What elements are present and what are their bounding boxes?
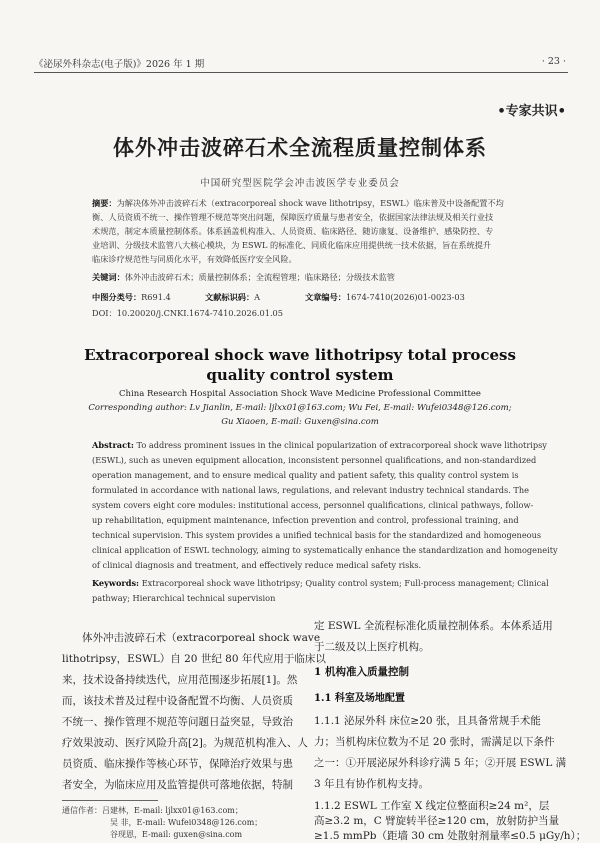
body-left-line: 疗效果波动、医疗风险升高[2]。为规范机构准入、人 bbox=[62, 737, 308, 749]
abstract-en-line: formulated in accordance with national laws, regulations, and relevant industry technical standards. The bbox=[92, 485, 529, 495]
keywords-cn-text: 体外冲击波碎石术；质量控制体系；全流程管理；临床路径；分级技术监管 bbox=[124, 272, 395, 282]
abstract-en-line: technical supervision. This system provides a unified technical basis for the standardized and homogeneous bbox=[92, 530, 542, 540]
corresponding-en-line2: Gu Xiaoen, E-mail: Guxen@sina.com bbox=[221, 417, 379, 427]
body-right-line: 1.1.2 ESWL 工作室 X 线定位整面积≥24 m²，层 bbox=[314, 800, 550, 812]
footnote-author: 吴 非，E-mail: Wufei0348@126.com； bbox=[110, 818, 263, 827]
body-left-line: lithotripsy，ESWL）自 20 世纪 80 年代应用于临床以 bbox=[62, 653, 326, 665]
abstract-cn-line: 衡、人员资质不统一、操作管理不规范等突出问题，保障医疗质量与患者安全，依据国家法律法规及相关行业技 bbox=[92, 212, 494, 222]
abstract-en-line bbox=[92, 440, 547, 451]
body-right-line: 高≥3.2 m，C 臂旋转半径≥120 cm，放射防护当量 bbox=[314, 815, 560, 827]
body-left-line: 员资质、临床操作等核心环节，保障治疗效果与患 bbox=[62, 758, 293, 770]
footnote-author: 吕建林，E-mail: ljlxx01@163.com； bbox=[102, 806, 243, 815]
body-right-line: 定 ESWL 全流程标准化质量控制体系。本体系适用 bbox=[314, 620, 553, 632]
footnote-author: 谷现恩，E-mail: guxen@sina.com bbox=[110, 830, 243, 839]
footnote-rule bbox=[62, 800, 158, 801]
authors-cn: 中国研究型医院学会冲击波医学专业委员会 bbox=[200, 178, 400, 189]
body-left-line: 来，技术设备持续迭代，应用范围逐步拓展[1]。然 bbox=[62, 674, 298, 686]
abstract-en-line: (ESWL), such as uneven equipment allocation, inconsistent personnel qualifications, and non-standardized bbox=[92, 455, 537, 465]
body-left-line: 不统一、操作管理不规范等问题日益突显，导致治 bbox=[62, 716, 293, 728]
abstract-cn-line bbox=[92, 198, 504, 209]
clc-number bbox=[92, 292, 171, 303]
corresponding-en-line1: Corresponding author: Lv Jianlin, E-mail: ljlxx01@163.com; Wu Fei, E-mail: Wufei0348@126.com; bbox=[88, 403, 512, 413]
doc-code bbox=[205, 292, 260, 303]
footnote-label: 通信作者： bbox=[62, 806, 102, 815]
clc-label: 中图分类号： bbox=[92, 292, 142, 302]
clc-value: R691.4 bbox=[141, 292, 171, 302]
body-right-line: 3 年且有协作机构支持。 bbox=[314, 778, 430, 790]
keywords-en-line1 bbox=[92, 578, 549, 589]
abstract-en-line: up rehabilitation, equipment maintenance, infection prevention and control, professional training, and bbox=[92, 515, 519, 525]
abstract-cn-label: 摘要： bbox=[92, 198, 117, 208]
abstract-cn-line: 术规范，制定本质量控制体系。体系涵盖机构准入、人员资质、临床路径、随访康复、设备维护、感染防控、专 bbox=[92, 226, 494, 236]
page-number: · 23 · bbox=[541, 56, 566, 67]
body-right-line: ≥1.5 mmPb（距墙 30 cm 处散射剂量率≤0.5 μGy/h）； bbox=[314, 830, 587, 842]
footnote-line bbox=[62, 805, 243, 816]
abstract-cn-line: 业培训、分级技术监管八大核心模块，为 ESWL 的标准化、同质化临床应用提供统一技术依据，旨在系统提升 bbox=[92, 240, 492, 250]
keywords-cn bbox=[92, 272, 395, 283]
article-title-en-line1: Extracorporeal shock wave lithotripsy total process bbox=[84, 346, 516, 364]
abstract-en-label: Abstract: bbox=[92, 440, 134, 450]
body-left-line: 而，该技术普及过程中设备配置不均衡、人员资质 bbox=[62, 695, 293, 707]
article-title-cn: 体外冲击波碎石术全流程质量控制体系 bbox=[113, 135, 487, 160]
keywords-cn-label: 关键词： bbox=[92, 272, 125, 282]
doc-value: A bbox=[254, 292, 261, 302]
article-number bbox=[305, 292, 465, 303]
doc-label: 文献标识码： bbox=[205, 292, 255, 302]
abstract-cn-text: 为解决体外冲击波碎石术（extracorporeal shock wave lithotripsy，ESWL）临床普及中设备配置不均 bbox=[116, 198, 504, 208]
affiliation-en: China Research Hospital Association Shock Wave Medicine Professional Committee bbox=[119, 389, 481, 399]
abstract-en-line: system covers eight core modules: institutional access, personnel qualifications, clinical pathways, follow- bbox=[92, 500, 534, 510]
doi: DOI：10.20020/j.CNKI.1674-7410.2026.01.05 bbox=[92, 308, 283, 318]
abstract-en-line: clinical application of ESWL technology, aiming to systematically enhance the standardization and homogeneity bbox=[92, 545, 558, 555]
section-heading: 1 机构准入质量控制 bbox=[314, 666, 409, 678]
keywords-en-label: Keywords: bbox=[92, 578, 140, 588]
keywords-en-line2: pathway; Hierarchical technical supervision bbox=[92, 593, 276, 603]
abstract-en-line: operation management, and to ensure medical quality and patient safety, this quality control system is bbox=[92, 470, 519, 480]
body-left-line: 体外冲击波碎石术（extracorporeal shock wave bbox=[82, 632, 321, 644]
keywords-en-text: Extracorporeal shock wave lithotripsy; Quality control system; Full-process management; Clinical bbox=[139, 578, 549, 588]
journal-running-header: 《泌尿外科杂志(电子版)》2026 年 1 期 bbox=[34, 59, 205, 70]
subsection-heading: 1.1 科室及场地配置 bbox=[314, 693, 405, 704]
header-rule bbox=[34, 72, 568, 73]
abstract-en-line: of clinical diagnosis and treatment, and effectively reduce medical safety risks. bbox=[92, 560, 422, 570]
body-right-line: 于二级及以上医疗机构。 bbox=[314, 641, 430, 653]
body-right-line: 1.1.1 泌尿外科 床位≥20 张，且具备常规手术能 bbox=[314, 715, 541, 727]
article-number-label: 文章编号： bbox=[305, 292, 346, 302]
abstract-en-text: To address prominent issues in the clinical popularization of extracorporeal shock wave lithotripsy bbox=[133, 440, 547, 450]
body-right-line: 之一：①开展泌尿外科诊疗满 5 年；②开展 ESWL 满 bbox=[314, 757, 567, 769]
body-right-line: 力；当机构床位数为不足 20 张时，需满足以下条件 bbox=[314, 736, 555, 748]
article-number-value: 1674-7410(2026)01-0023-03 bbox=[345, 292, 465, 302]
article-title-en-line2: quality control system bbox=[206, 366, 394, 384]
body-left-line: 者安全，为临床应用及监管提供可落地依据，特制 bbox=[62, 779, 293, 791]
abstract-cn-line: 临床诊疗规范性与同质化水平，有效降低医疗安全风险。 bbox=[92, 254, 297, 264]
section-tag: •专家共识• bbox=[497, 104, 566, 119]
